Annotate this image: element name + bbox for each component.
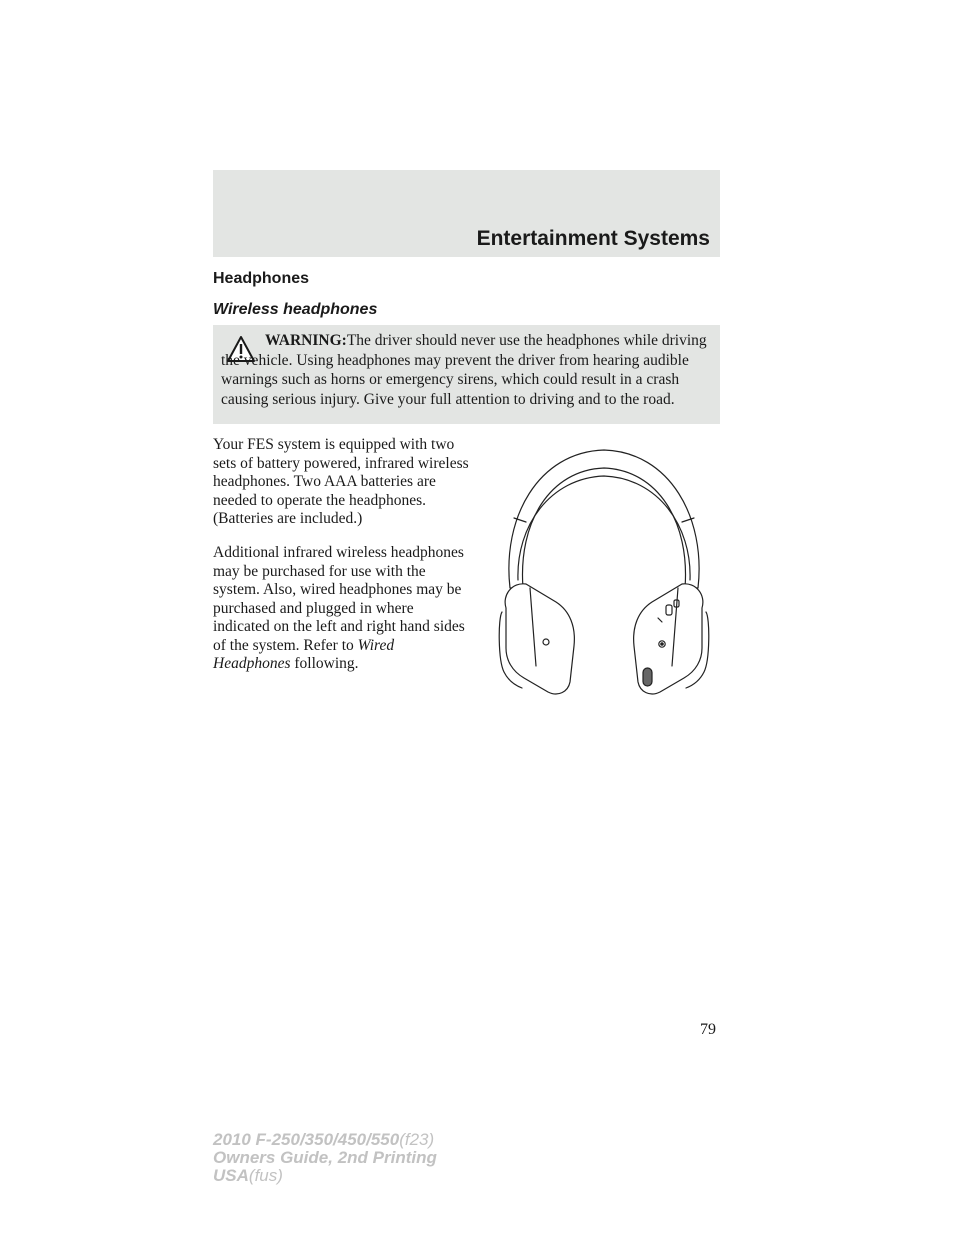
paragraph-additional-headphones — [213, 544, 473, 674]
paragraph-fes-system: Your FES system is equipped with two sets of battery powered, infrared wireless headphones. Two AAA batteries are needed to operate the headphones. (Batteries are included.) — [213, 436, 469, 527]
footer-model: 2010 F-250/350/450/550 — [213, 1130, 400, 1149]
warning-text — [221, 331, 709, 409]
wired-headphones-reference: Wired Headphones — [213, 636, 395, 672]
header-band — [213, 170, 720, 257]
warning-label: WARNING: — [265, 332, 347, 349]
footer-line-1 — [213, 1131, 437, 1149]
footer-line-3 — [213, 1167, 437, 1185]
warning-box — [213, 325, 720, 424]
warning-message: The driver should never use the headphones while driving the vehicle. Using headphones may prevent the driver from hearing audible warnings such as horns or emergency sirens, which could result in a crash causing serious injury. Give your full attention to driving and to the road. — [221, 332, 707, 408]
footer-model-code: (f23) — [399, 1130, 435, 1149]
paragraph-text: Additional infrared wireless headphones may be purchased for use with the system. Also, wired headphones may be purchased and plugged in where indicated on the left and right hand sides of the system. Refer to — [213, 544, 465, 654]
footer-market: USA — [213, 1166, 249, 1185]
footer — [213, 1131, 437, 1185]
page-number: 79 — [700, 1021, 716, 1038]
headphones-icon — [488, 430, 720, 702]
heading-wireless-headphones: Wireless headphones — [213, 301, 378, 318]
heading-headphones: Headphones — [213, 270, 310, 287]
footer-line-2: Owners Guide, 2nd Printing — [213, 1148, 437, 1167]
paragraph-text-end: following. — [290, 655, 359, 672]
section-title: Entertainment Systems — [476, 227, 710, 250]
footer-market-code: (fus) — [248, 1166, 283, 1185]
